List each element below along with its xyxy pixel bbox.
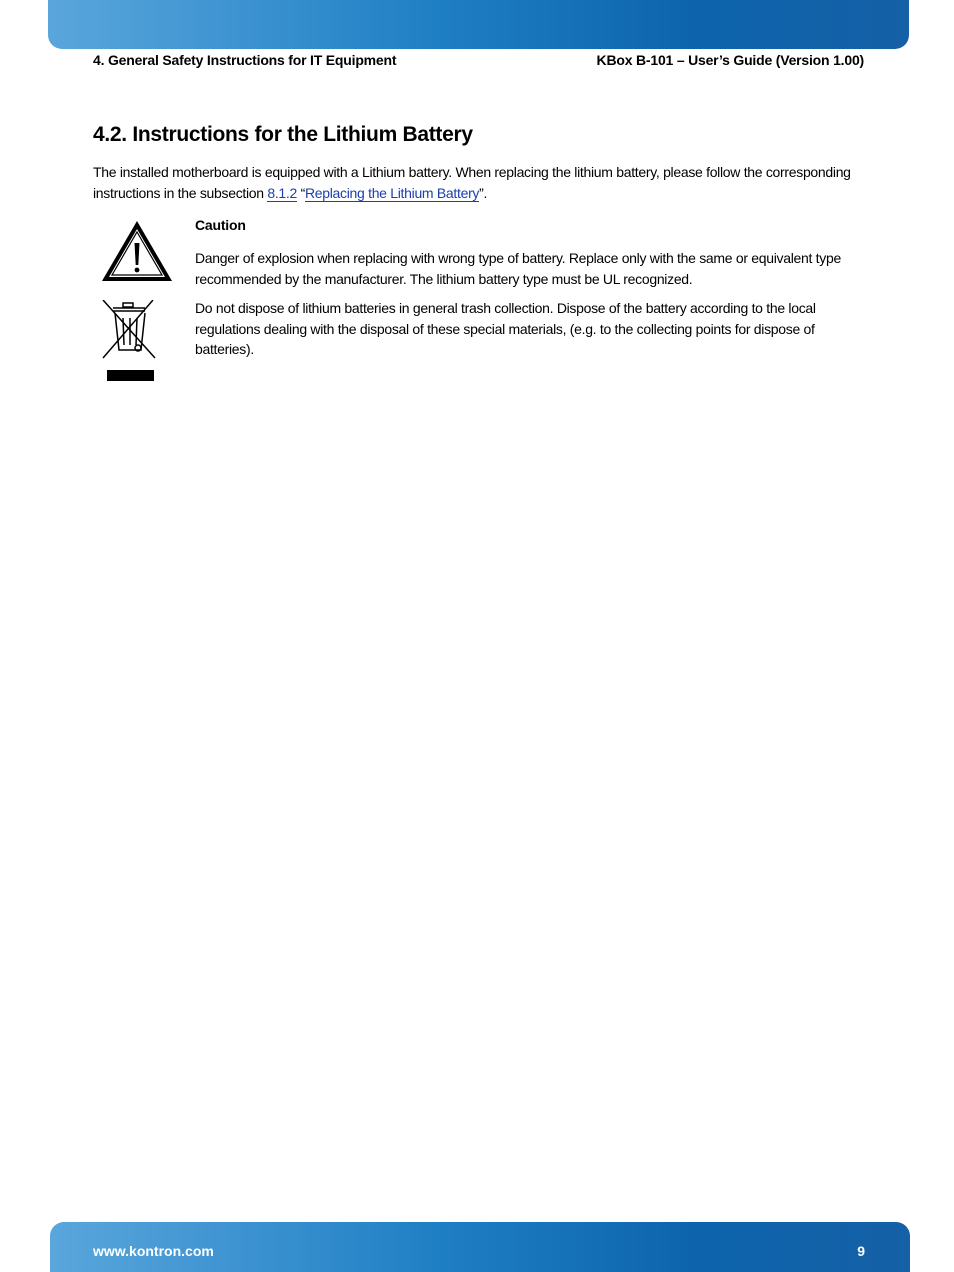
document-title-header: KBox B-101 – User’s Guide (Version 1.00) (596, 52, 864, 68)
caution-explosion-text: Danger of explosion when replacing with wrong type of battery. Replace only with the same or equivalent type recommended by the manufacturer. The lithium battery type must be UL recognized. (195, 250, 841, 287)
website-link[interactable]: www.kontron.com (93, 1243, 214, 1259)
quote-close: ”. (479, 184, 488, 201)
intro-paragraph (93, 162, 873, 203)
caution-heading: Caution (195, 217, 246, 233)
subsection-number-link[interactable]: 8.1.2 (267, 184, 297, 201)
quote-open: “ (297, 184, 305, 201)
header-banner (48, 0, 909, 49)
page-number: 9 (857, 1243, 865, 1259)
chapter-header: 4. General Safety Instructions for IT Equipment (93, 52, 397, 68)
subsection-title-link[interactable]: Replacing the Lithium Battery (304, 184, 480, 201)
caution-disposal-text: Do not dispose of lithium batteries in general trash collection. Dispose of the battery according to the local regulations dealing with the disposal of these special materials, (e.g. to the collecting points for dispose of batteries). (195, 300, 816, 357)
intro-text: The installed motherboard is equipped with a Lithium battery. When replacing the lithium battery, please follow the corresponding instructions in the subsection (93, 164, 851, 201)
warning-triangle-icon (99, 218, 175, 288)
section-title: 4.2. Instructions for the Lithium Battery (93, 123, 473, 146)
crossed-out-wheelie-bin-icon (101, 300, 157, 388)
